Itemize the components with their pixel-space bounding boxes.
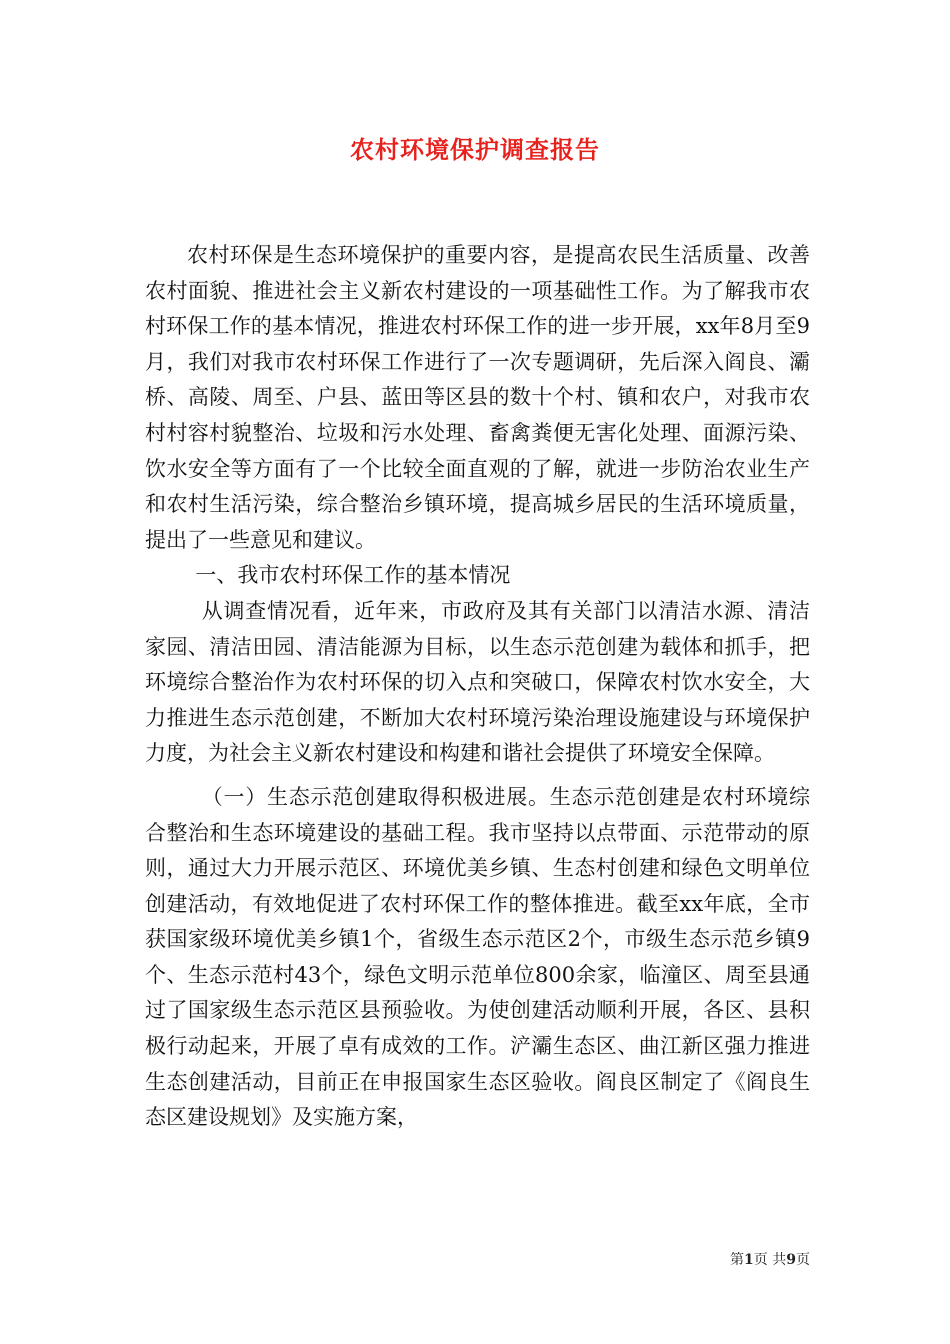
footer-suffix: 页 [796,1252,810,1268]
footer-prefix: 第 [730,1252,745,1268]
section-heading: 一、我市农村环保工作的基本情况 [195,563,511,588]
page-number-footer [730,1249,810,1269]
document-title: 农村环境保护调查报告 [350,135,600,164]
overview-paragraph: 从调查情况看，近年来，市政府及其有关部门以清洁水源、清洁家园、清洁田园、清洁能源为目标，以生态示范创建为载体和抓手，把环境综合整治作为农村环保的切入点和突破口，保障农村饮水安全，大力推进生态示范创建，不断加大农村环境污染治理设施建设与环境保护力度，为社会主义新农村建设和构建和谐社会提供了环境安全保障。 [145,598,810,766]
document-body [145,238,810,1136]
intro-paragraph: 农村环保是生态环境保护的重要内容，是提高农民生活质量、改善农村面貌、推进社会主义新农村建设的一项基础性工作。为了解我市农村环保工作的基本情况，推进农村环保工作的进一步开展，xx年8月至9月，我们对我市农村环保工作进行了一次专题调研，先后深入阎良、灞桥、高陵、周至、户县、蓝田等区县的数十个村、镇和农户，对我市农村村容村貌整治、垃圾和污水处理、畜禽粪便无害化处理、面源污染、饮水安全等方面有了一个比较全面直观的了解，就进一步防治农业生产和农村生活污染，综合整治乡镇环境，提高城乡居民的生活环境质量，提出了一些意见和建议。 [145,243,810,552]
subsection-paragraph: （一）生态示范创建取得积极进展。生态示范创建是农村环境综合整治和生态环境建设的基础工程。我市坚持以点带面、示范带动的原则，通过大力开展示范区、环境优美乡镇、生态村创建和绿色文明单位创建活动，有效地促进了农村环保工作的整体推进。截至xx年底，全市获国家级环境优美乡镇1个，省级生态示范区2个，市级生态示范乡镇9个、生态示范村43个，绿色文明示范单位800余家，临潼区、周至县通过了国家级生态示范区县预验收。为使创建活动顺利开展，各区、县积极行动起来，开展了卓有成效的工作。浐灞生态区、曲江新区强力推进生态创建活动，目前正在申报国家生态区验收。阎良区制定了《阎良生态区建设规划》及实施方案， [145,784,810,1130]
total-pages-number: 9 [786,1252,796,1268]
footer-middle: 页 共 [753,1252,787,1268]
current-page-number: 1 [744,1252,754,1268]
